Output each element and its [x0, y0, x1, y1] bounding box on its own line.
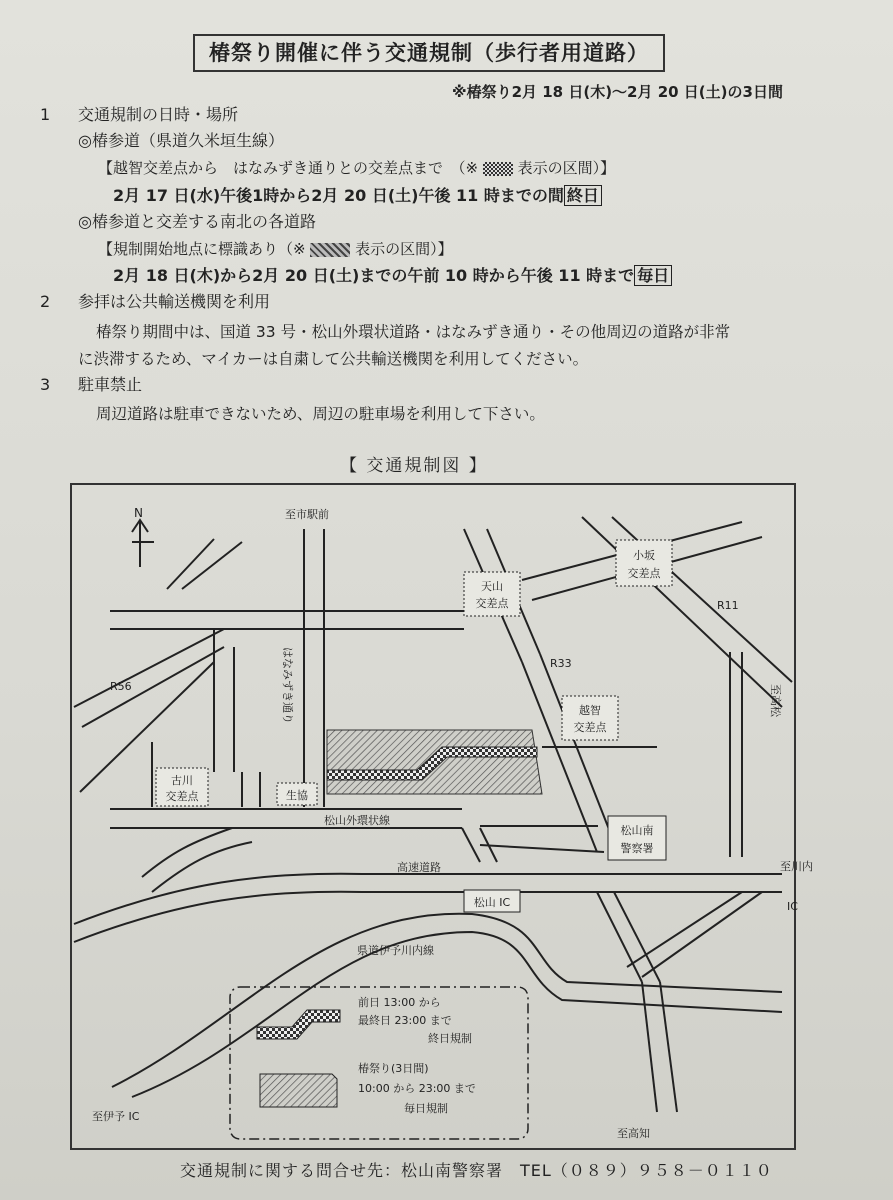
road1-name: ◎椿参道（県道久米垣生線） [78, 131, 284, 150]
north-arrow-icon [132, 520, 154, 567]
r56-label: R56 [110, 680, 132, 693]
kosaka-label-2: 交差点 [627, 567, 661, 580]
section1-heading: 交通規制の日時・場所 [78, 105, 239, 124]
police-label-2: 警察署 [620, 842, 654, 855]
north-label: N [134, 506, 143, 520]
furukawa-label-1: 古川 [171, 774, 193, 787]
to-station-label: 至市駅前 [285, 508, 329, 521]
to-kochi-label: 至高知 [617, 1127, 650, 1140]
section2-body-line1: 椿祭り期間中は、国道 33 号・松山外環状道路・はなみずき通り・その他周辺の道路が非常 [96, 323, 731, 341]
amayama-label-2: 交差点 [475, 597, 509, 610]
ochi-label-2: 交差点 [573, 721, 607, 734]
traffic-map-drawing [72, 485, 813, 1148]
road1-range-text-a: 【越智交差点から はなみずき通りとの交差点まで （※ [98, 159, 479, 177]
map-heading: 【 交通規制図 】 [340, 456, 488, 476]
contact-footer: 交通規制に関する問合せ先：松山南警察署 TEL（０８９）９５８－０１１０ [180, 1161, 773, 1180]
section3-heading: 駐車禁止 [78, 375, 143, 394]
road2-range-text-a: 【規制開始地点に標識あり（※ [98, 240, 306, 258]
expressway-label: 高速道路 [397, 861, 441, 874]
section3-number: 3 [40, 375, 51, 394]
legend-all-day-swatch [257, 1010, 340, 1039]
road2-name: ◎椿参道と交差する南北の各道路 [78, 212, 316, 231]
section2-number: 2 [40, 292, 51, 311]
page-title: 椿祭り開催に伴う交通規制（歩行者用道路） [193, 34, 665, 72]
police-label-1: 松山南 [620, 824, 654, 837]
road1-time [113, 186, 602, 206]
r11-label: R11 [717, 599, 739, 612]
section2-body-line2: に渋滞するため、マイカーは自粛して公共輸送機関を利用してください。 [78, 350, 589, 368]
to-kawauchi-label-1: 至川内 [780, 860, 813, 873]
hanamizuki-label: はなみずき通り [281, 647, 294, 724]
road2-time [113, 266, 672, 286]
road2-badge: 毎日 [634, 265, 672, 286]
period-note: ※椿祭り2月 18 日(木)～2月 20 日(土)の3日間 [452, 83, 783, 101]
r33-label: R33 [550, 657, 572, 670]
legend-text [358, 995, 476, 1115]
section3-body: 周辺道路は駐車できないため、周辺の駐車場を利用して下さい。 [96, 405, 545, 423]
legend2-line2: 10:00 から 23:00 まで [358, 1082, 476, 1095]
section2-heading: 参拝は公共輸送機関を利用 [78, 292, 271, 311]
outer-ring-label: 松山外環状線 [324, 814, 390, 827]
checkered-pattern-icon [483, 162, 513, 176]
road2-time-text: 2月 18 日(木)から2月 20 日(土)までの午前 10 時から午後 11 時まで [113, 266, 635, 285]
road1-badge: 終日 [564, 185, 602, 206]
traffic-map [70, 483, 813, 1150]
legend-daily-swatch [260, 1074, 337, 1107]
road1-range [98, 158, 615, 178]
to-kawauchi-label-2: IC [787, 900, 798, 913]
kosaka-label-1: 小坂 [633, 549, 655, 562]
matsuyama-ic-label: 松山 IC [473, 896, 511, 909]
amayama-label-1: 天山 [481, 580, 503, 593]
seikyo-label: 生協 [286, 789, 308, 802]
legend1-line3: 終日規制 [428, 1032, 472, 1045]
ochi-label-1: 越智 [579, 704, 601, 717]
legend2-line3: 毎日規制 [404, 1102, 448, 1115]
road1-range-text-b: 表示の区間）】 [517, 159, 616, 177]
legend1-line1: 前日 13:00 から [358, 996, 441, 1009]
road2-range-text-b: 表示の区間）】 [355, 240, 453, 258]
legend2-line1: 椿祭り(3日間) [358, 1062, 429, 1075]
road1-time-text: 2月 17 日(水)午後1時から2月 20 日(土)午後 11 時までの間 [113, 186, 564, 205]
prefectural-road-label: 県道伊予川内線 [357, 944, 434, 957]
section1-number: 1 [40, 105, 51, 124]
to-takamatsu-label: 至高松 [769, 684, 782, 717]
furukawa-label-2: 交差点 [165, 790, 199, 803]
hatched-pattern-icon [310, 243, 350, 257]
to-iyo-ic-label: 至伊予 IC [92, 1110, 140, 1123]
legend1-line2: 最終日 23:00 まで [358, 1014, 452, 1027]
road2-range [98, 239, 453, 259]
